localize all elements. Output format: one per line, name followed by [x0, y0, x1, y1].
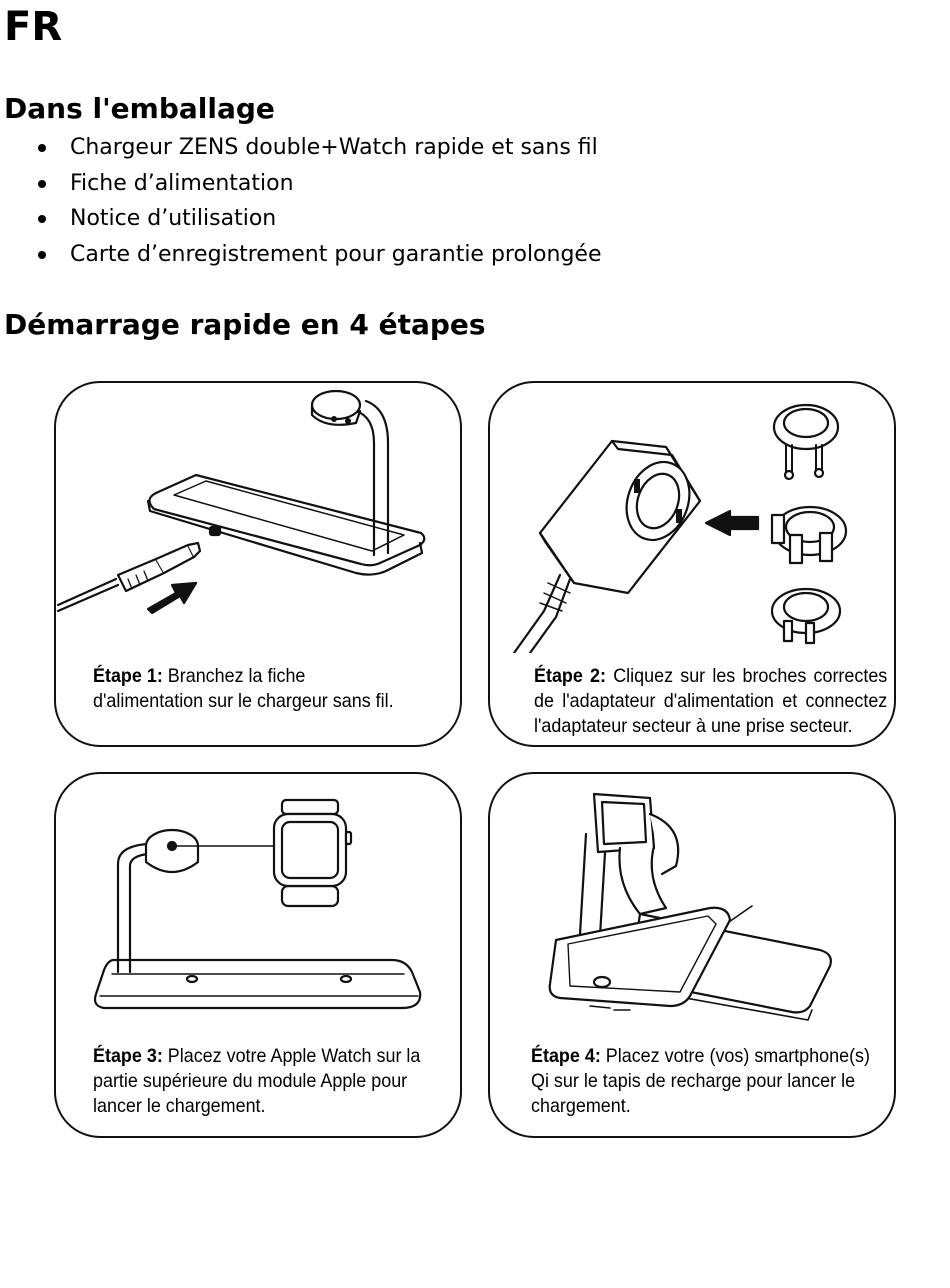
- charger-cable-illustration: [56, 383, 460, 653]
- step-3-text: Placez votre Apple Watch sur la partie supérieure du module Apple pour lancer le chargement.: [93, 1045, 421, 1117]
- step-1-text: Branchez la fiche d'alimentation sur le chargeur sans fil.: [93, 665, 394, 712]
- step-2-caption: [534, 664, 887, 739]
- list-item: Carte d’enregistrement pour garantie prolongée: [36, 237, 602, 273]
- step-1-label: Étape 1:: [93, 665, 168, 687]
- language-label: FR: [4, 4, 63, 50]
- in-box-list: [36, 130, 602, 272]
- step-3-label: Étape 3:: [93, 1045, 168, 1067]
- step-2-label: Étape 2:: [534, 665, 614, 687]
- adapter-pins-illustration: [490, 383, 894, 653]
- step-4-label: Étape 4:: [531, 1045, 606, 1067]
- in-box-heading: Dans l'emballage: [4, 92, 275, 125]
- step-4-text: Placez votre (vos) smartphone(s) Qi sur le tapis de recharge pour lancer le chargement.: [531, 1045, 870, 1117]
- step-2-panel: [488, 381, 896, 747]
- list-item: Chargeur ZENS double+Watch rapide et sans fil: [36, 130, 602, 166]
- quick-start-heading: Démarrage rapide en 4 étapes: [4, 308, 486, 341]
- step-2-text: Cliquez sur les broches correctes de l'adaptateur d'alimentation et connectez l'adaptateur secteur à une prise secteur.: [534, 665, 888, 737]
- phone-pad-illustration: [490, 774, 894, 1034]
- step-4-panel: [488, 772, 896, 1138]
- step-3-caption: [93, 1044, 433, 1119]
- watch-module-illustration: [56, 774, 460, 1034]
- list-item: Fiche d’alimentation: [36, 166, 602, 202]
- list-item: Notice d’utilisation: [36, 201, 602, 237]
- step-1-panel: [54, 381, 462, 747]
- step-4-caption: [531, 1044, 876, 1119]
- step-3-panel: [54, 772, 462, 1138]
- step-1-caption: [93, 664, 410, 714]
